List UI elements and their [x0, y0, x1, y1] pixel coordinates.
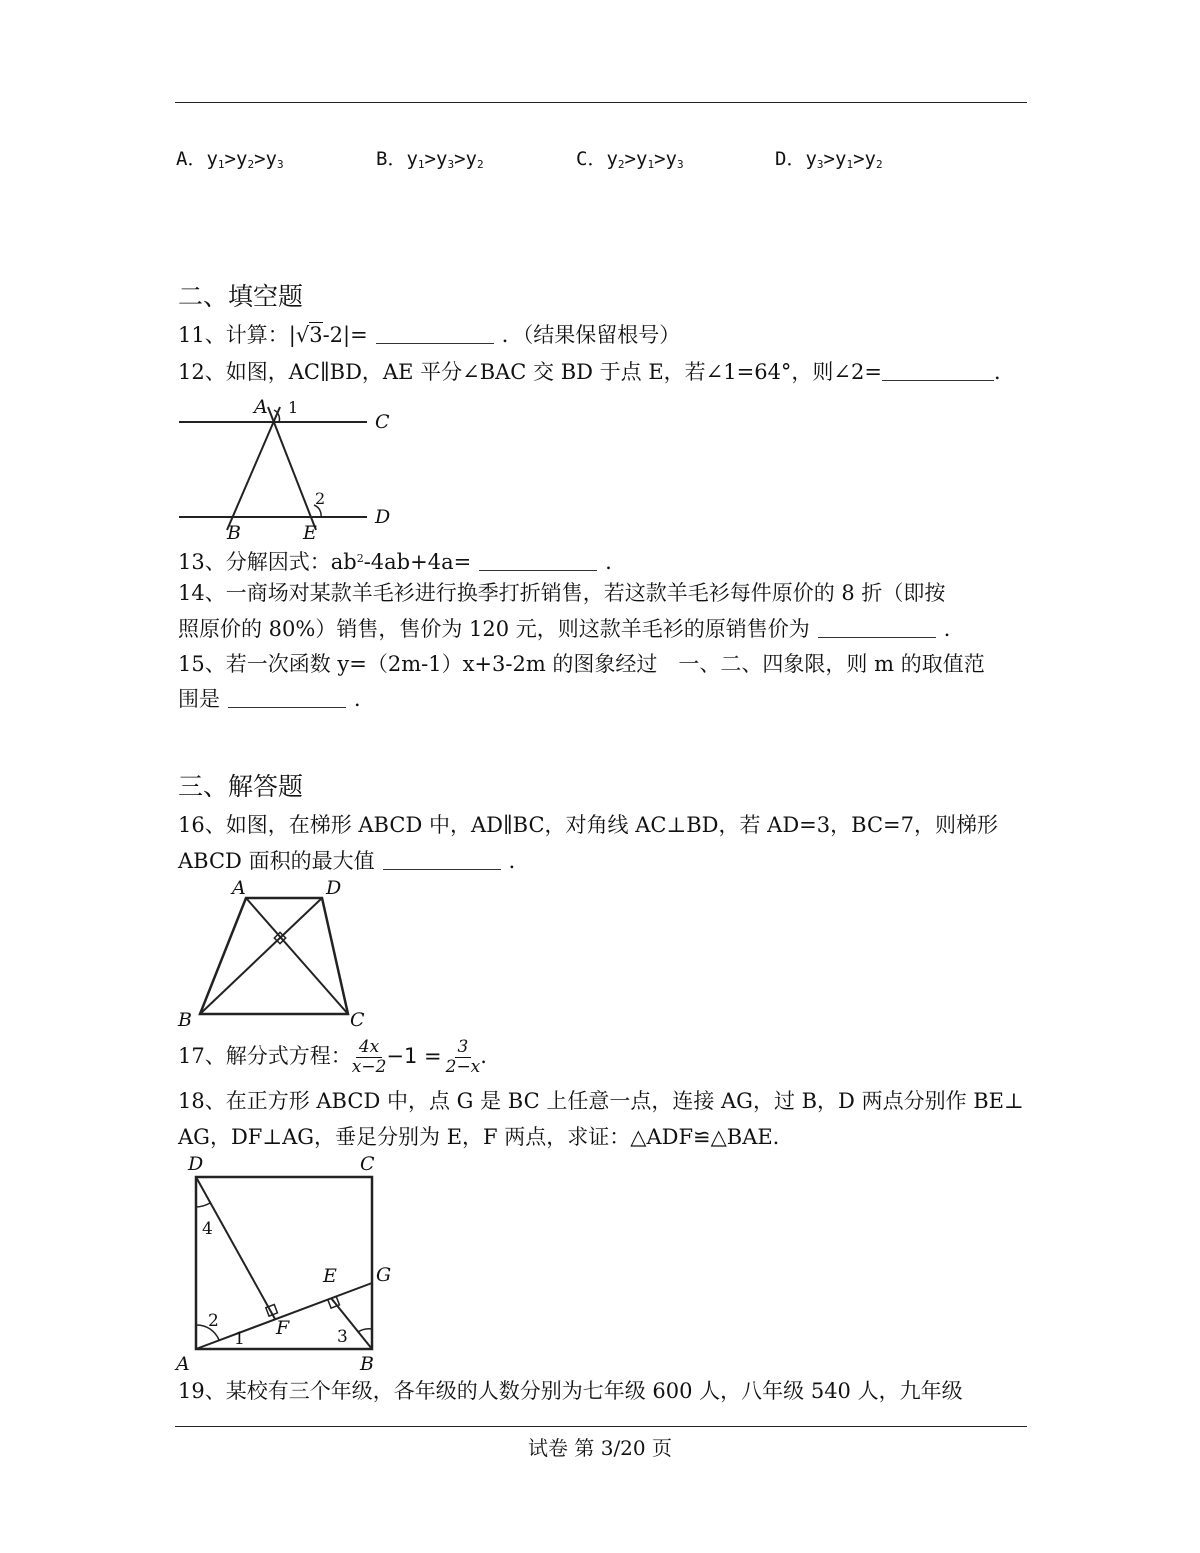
label-1: 1: [288, 398, 299, 417]
label-c: C: [350, 1009, 365, 1031]
option-b: B．$y_1>y_3>y_2$: [376, 148, 484, 171]
question-18-line-2: AG，DF⊥AG，垂足分别为 E，F 两点，求证：△ADF≌△BAE.: [178, 1125, 780, 1149]
angle-4-arc: [196, 1203, 210, 1207]
section-3-title: 三、解答题: [178, 772, 304, 801]
label-3: 3: [337, 1327, 348, 1347]
label-a: A: [176, 1353, 190, 1375]
segment-ab: [227, 407, 280, 530]
question-12: 12、如图，AC∥BD，AE 平分∠BAC 交 BD 于点 E，若∠1=64°，则∠2= ．: [178, 360, 1015, 384]
label-d: D: [375, 506, 391, 528]
question-15-line-1: 15、若一次函数 y=（2m-1）x+3-2m 的图象经过 一、二、四象限，则 m 的取值范: [178, 652, 985, 676]
label-1: 1: [234, 1329, 245, 1349]
answer-blank: [376, 323, 494, 344]
label-e: E: [303, 522, 317, 544]
label-a: A: [254, 396, 268, 418]
question-11: 11、计算：|√3-2|= ．（结果保留根号）: [178, 323, 681, 347]
label-f: F: [276, 1317, 290, 1339]
question-16-line-2: ABCD 面积的最大值 ．: [178, 849, 530, 873]
section-2-title: 二、填空题: [178, 282, 304, 311]
label-4: 4: [202, 1219, 213, 1239]
answer-blank: [882, 360, 994, 381]
fraction-right: $\frac{3}{2-x}$: [445, 1037, 481, 1077]
question-17: 17、解分式方程： $\frac{4x}{x-2}$ −1 = $\frac{3}{2-x}$ .: [178, 1037, 487, 1077]
question-13: 13、分解因式：$ab^2-4ab+4a=$ ．: [178, 550, 627, 574]
segment-ae: [268, 407, 316, 530]
label-b: B: [227, 522, 241, 544]
page-footer: 试卷 第 3/20 页: [528, 1436, 672, 1460]
label-b: B: [178, 1009, 192, 1031]
question-16-line-1: 16、如图，在梯形 ABCD 中，AD∥BC，对角线 AC⊥BD，若 AD=3，BC=7，则梯形: [178, 813, 998, 837]
label-a: A: [232, 877, 246, 899]
label-g: G: [376, 1264, 392, 1286]
option-a: A．$y_1>y_2>y_3$: [176, 148, 284, 171]
question-18-line-1: 18、在正方形 ABCD 中，点 G 是 BC 上任意一点，连接 AG，过 B，D 两点分别作 BE⊥: [178, 1089, 1024, 1113]
question-14-line-1: 14、一商场对某款羊毛衫进行换季打折销售，若这款羊毛衫每件原价的 8 折（即按: [178, 581, 946, 605]
label-c: C: [360, 1153, 375, 1175]
label-e: E: [323, 1265, 337, 1287]
label-d: D: [326, 877, 342, 899]
label-2: 2: [208, 1311, 219, 1331]
answer-blank: [818, 617, 936, 638]
angle-3-arc: [358, 1329, 372, 1332]
figure-q18: [172, 1150, 402, 1375]
segment-df: [196, 1177, 275, 1319]
footer-rule: [175, 1426, 1027, 1427]
answer-blank: [479, 550, 597, 571]
label-d: D: [188, 1153, 204, 1175]
figure-q16: [172, 876, 377, 1032]
header-rule: [175, 102, 1027, 103]
figure-q12: [175, 395, 405, 545]
answer-blank: [228, 687, 346, 708]
trapezoid-abcd: [200, 898, 348, 1014]
question-14-line-2: 照原价的 80%）销售，售价为 120 元，则这款羊毛衫的原销售价为 ．: [178, 617, 965, 641]
option-d: D．$y_3>y_1>y_2$: [775, 148, 883, 171]
option-c: C．$y_2>y_1>y_3$: [576, 148, 684, 171]
label-b: B: [360, 1353, 374, 1375]
label-c: C: [375, 411, 390, 433]
label-2: 2: [315, 489, 326, 508]
answer-blank: [383, 849, 501, 870]
question-19-line-1: 19、某校有三个年级，各年级的人数分别为七年级 600 人，八年级 540 人，九年级: [178, 1379, 963, 1403]
fraction-left: $\frac{4x}{x-2}$: [351, 1037, 387, 1077]
question-15-line-2: 围是 ．: [178, 687, 375, 711]
